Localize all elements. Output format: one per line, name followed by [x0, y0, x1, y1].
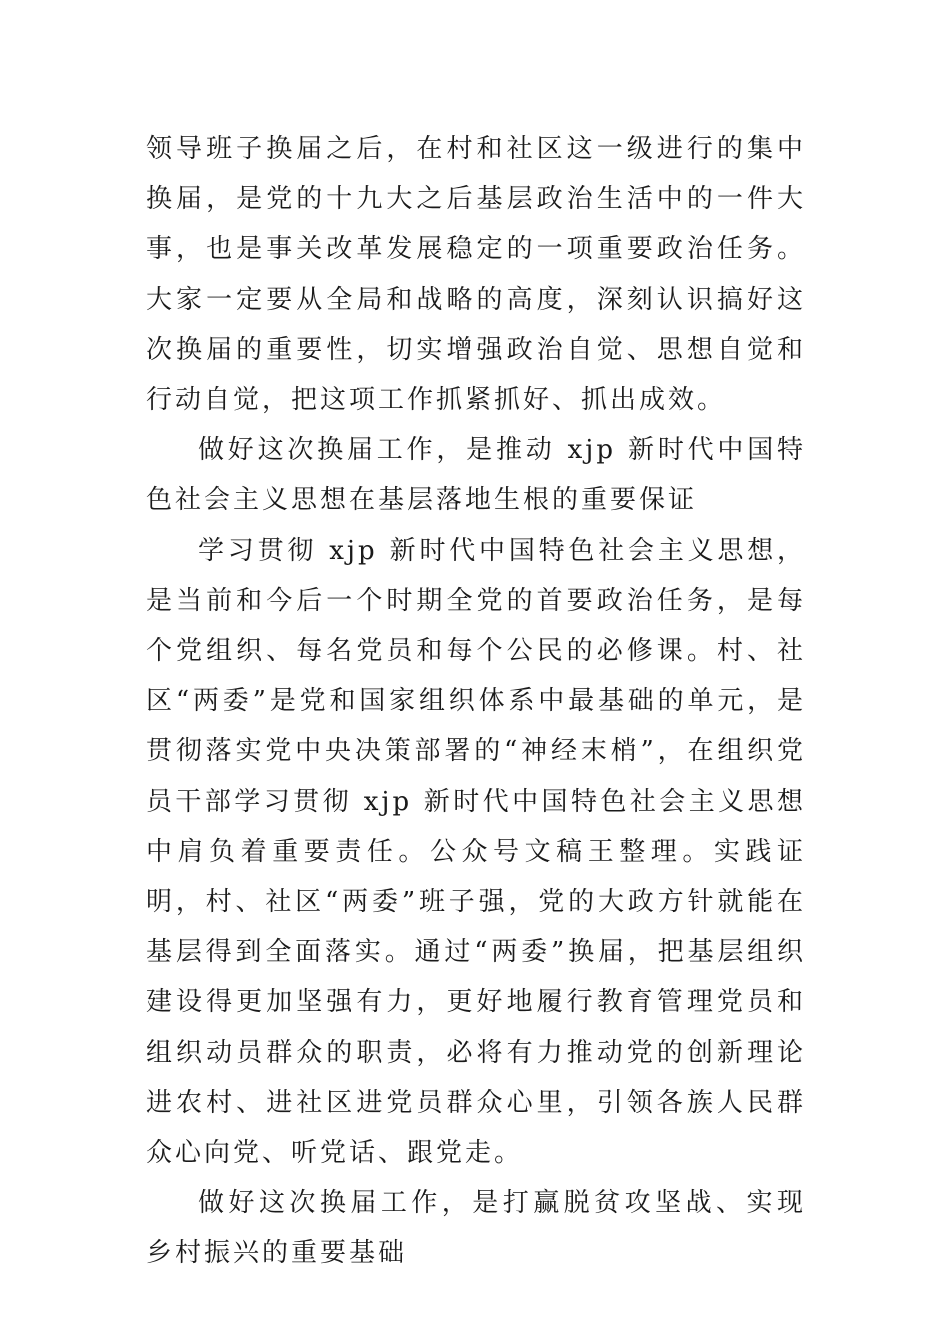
- body-paragraph: 学习贯彻 xjp 新时代中国特色社会主义思想，是当前和今后一个时期全党的首要政治任务，是每个党组织、每名党员和每个公民的必修课。村、社区“两委”是党和国家组织体系中最基础的单元，是贯彻落实党中央决策部署的“神经末梢”，在组织党员干部学习贯彻 xjp 新时代中国特色社会主义思想中肩负着重要责任。公众号文稿王整理。实践证明，村、社区“两委”班子强，党的大政方针就能在基层得到全面落实。通过“两委”换届，把基层组织建设得更加坚强有力，更好地履行教育管理党员和组织动员群众的职责，必将有力推动党的创新理论进农村、进社区进党员群众心里，引领各族人民群众心向党、听党话、跟党走。: [146, 535, 806, 1169]
- document-body: [146, 124, 806, 1279]
- section-heading: 做好这次换届工作，是打赢脱贫攻坚战、实现乡村振兴的重要基础: [146, 1188, 806, 1269]
- section-heading: 做好这次换届工作，是推动 xjp 新时代中国特色社会主义思想在基层落地生根的重要保证: [146, 435, 806, 516]
- body-paragraph: 领导班子换届之后，在村和社区这一级进行的集中换届，是党的十九大之后基层政治生活中的一件大事，也是事关改革发展稳定的一项重要政治任务。大家一定要从全局和战略的高度，深刻认识搞好这次换届的重要性，切实增强政治自觉、思想自觉和行动自觉，把这项工作抓紧抓好、抓出成效。: [146, 134, 806, 416]
